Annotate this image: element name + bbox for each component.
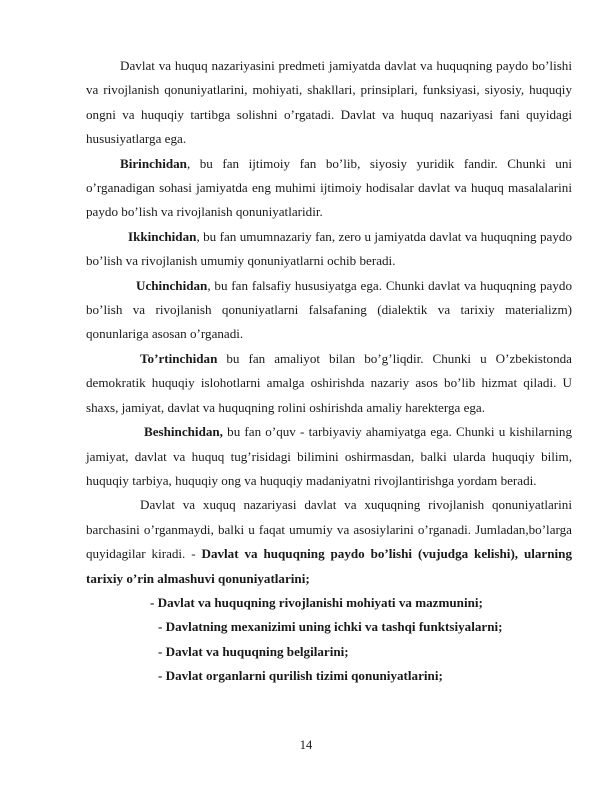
first-feature-heading: Birinchidan [120,155,187,171]
third-feature-heading: Uchinchidan [136,277,208,293]
third-feature-paragraph [86,274,572,347]
second-feature-text: , bu fan umumnazariy fan, zero u jamiyatda davlat va huquqning paydo bo’lish va rivojlanish umumiy qonuniyatlarni ochib beradi. [86,228,572,269]
topics-list [86,591,572,689]
fourth-feature-heading: To’rtinchidan [140,350,218,366]
scope-paragraph [86,493,572,591]
page-number: 14 [299,738,313,752]
list-item: - Davlat organlarni qurilish tizimi qonuniyatlarini; [158,668,443,684]
fifth-feature-heading: Beshinchidan, [144,424,223,440]
list-item: - Davlat va huquqning belgilarini; [158,643,349,659]
fifth-feature-text: bu fan o’quv - tarbiyaviy ahamiyatga ega. Chunki u kishilarning jamiyat, davlat va huquq tug’risidagi bilimini oshirmasdan, balki ularda huquqiy bilim, huquqiy tarbiya, huquqiy ong va huquqiy madaniyatni rivojlantirishga yordam beradi. [86,424,572,488]
document-page [86,54,572,689]
scope-text: Davlat va xuquq nazariyasi davlat va xuquqning rivojlanish qonuniyatlarini barchasini o’rganmaydi, balki u faqat umumiy va asosiylarini o’rganadi. Jumladan,bo’larga quyidagilar kiradi. - [86,497,572,562]
third-feature-text: , bu fan falsafiy hususiyatga ega. Chunki davlat va huquqning paydo bo’lish va rivojlanish qonuniyatlarni falsafaning (dialektik va tarixiy materializm) qonunlariga asosan o’rganadi. [86,277,572,342]
intro-text: Davlat va huquq nazariyasini predmeti jamiyatda davlat va huquqning paydo bo’lishi va rivojlanish qonuniyatlarini, mohiyati, shakllari, prinsiplari, funksiyasi, siyosiy, huquqiy ongni va huquqiy tartibga solishni o’rgatadi. Davlat va huquq nazariyasi fani quyidagi hususiyatlarga ega. [86,58,572,147]
scope-bold-text: Davlat va huquqning paydo bo’lishi (vujudga kelishi), ularning tarixiy o’rin almashuvi qonuniyatlarini; [86,546,572,586]
fifth-feature-paragraph [86,420,572,493]
list-item: - Davlat va huquqning rivojlanishi mohiyati va mazmunini; [150,594,483,610]
first-feature-paragraph [86,152,572,225]
fourth-feature-text: bu fan amaliyot bilan bo’g’liqdir. Chunki u O’zbekistonda demokratik huquqiy islohotlarni amalga oshirishda nazariy asos bo’lib hizmat qiladi. U shaxs, jamiyat, davlat va huquqning rolini oshirishda amaliy harekterga ega. [86,350,572,415]
second-feature-paragraph [86,225,572,274]
intro-paragraph [86,54,572,152]
second-feature-heading: Ikkinchidan [128,228,197,244]
list-item: - Davlatning mexanizimi uning ichki va tashqi funktsiyalarni; [158,619,503,635]
fourth-feature-paragraph [86,347,572,420]
first-feature-text: , bu fan ijtimoiy fan bo’lib, siyosiy yuridik fandir. Chunki uni o’rganadigan sohasi jamiyatda eng muhimi ijtimoiy hodisalar davlat va huquq masalalarini paydo bo’lish va rivojlanish qonuniyatlaridir. [86,155,572,220]
